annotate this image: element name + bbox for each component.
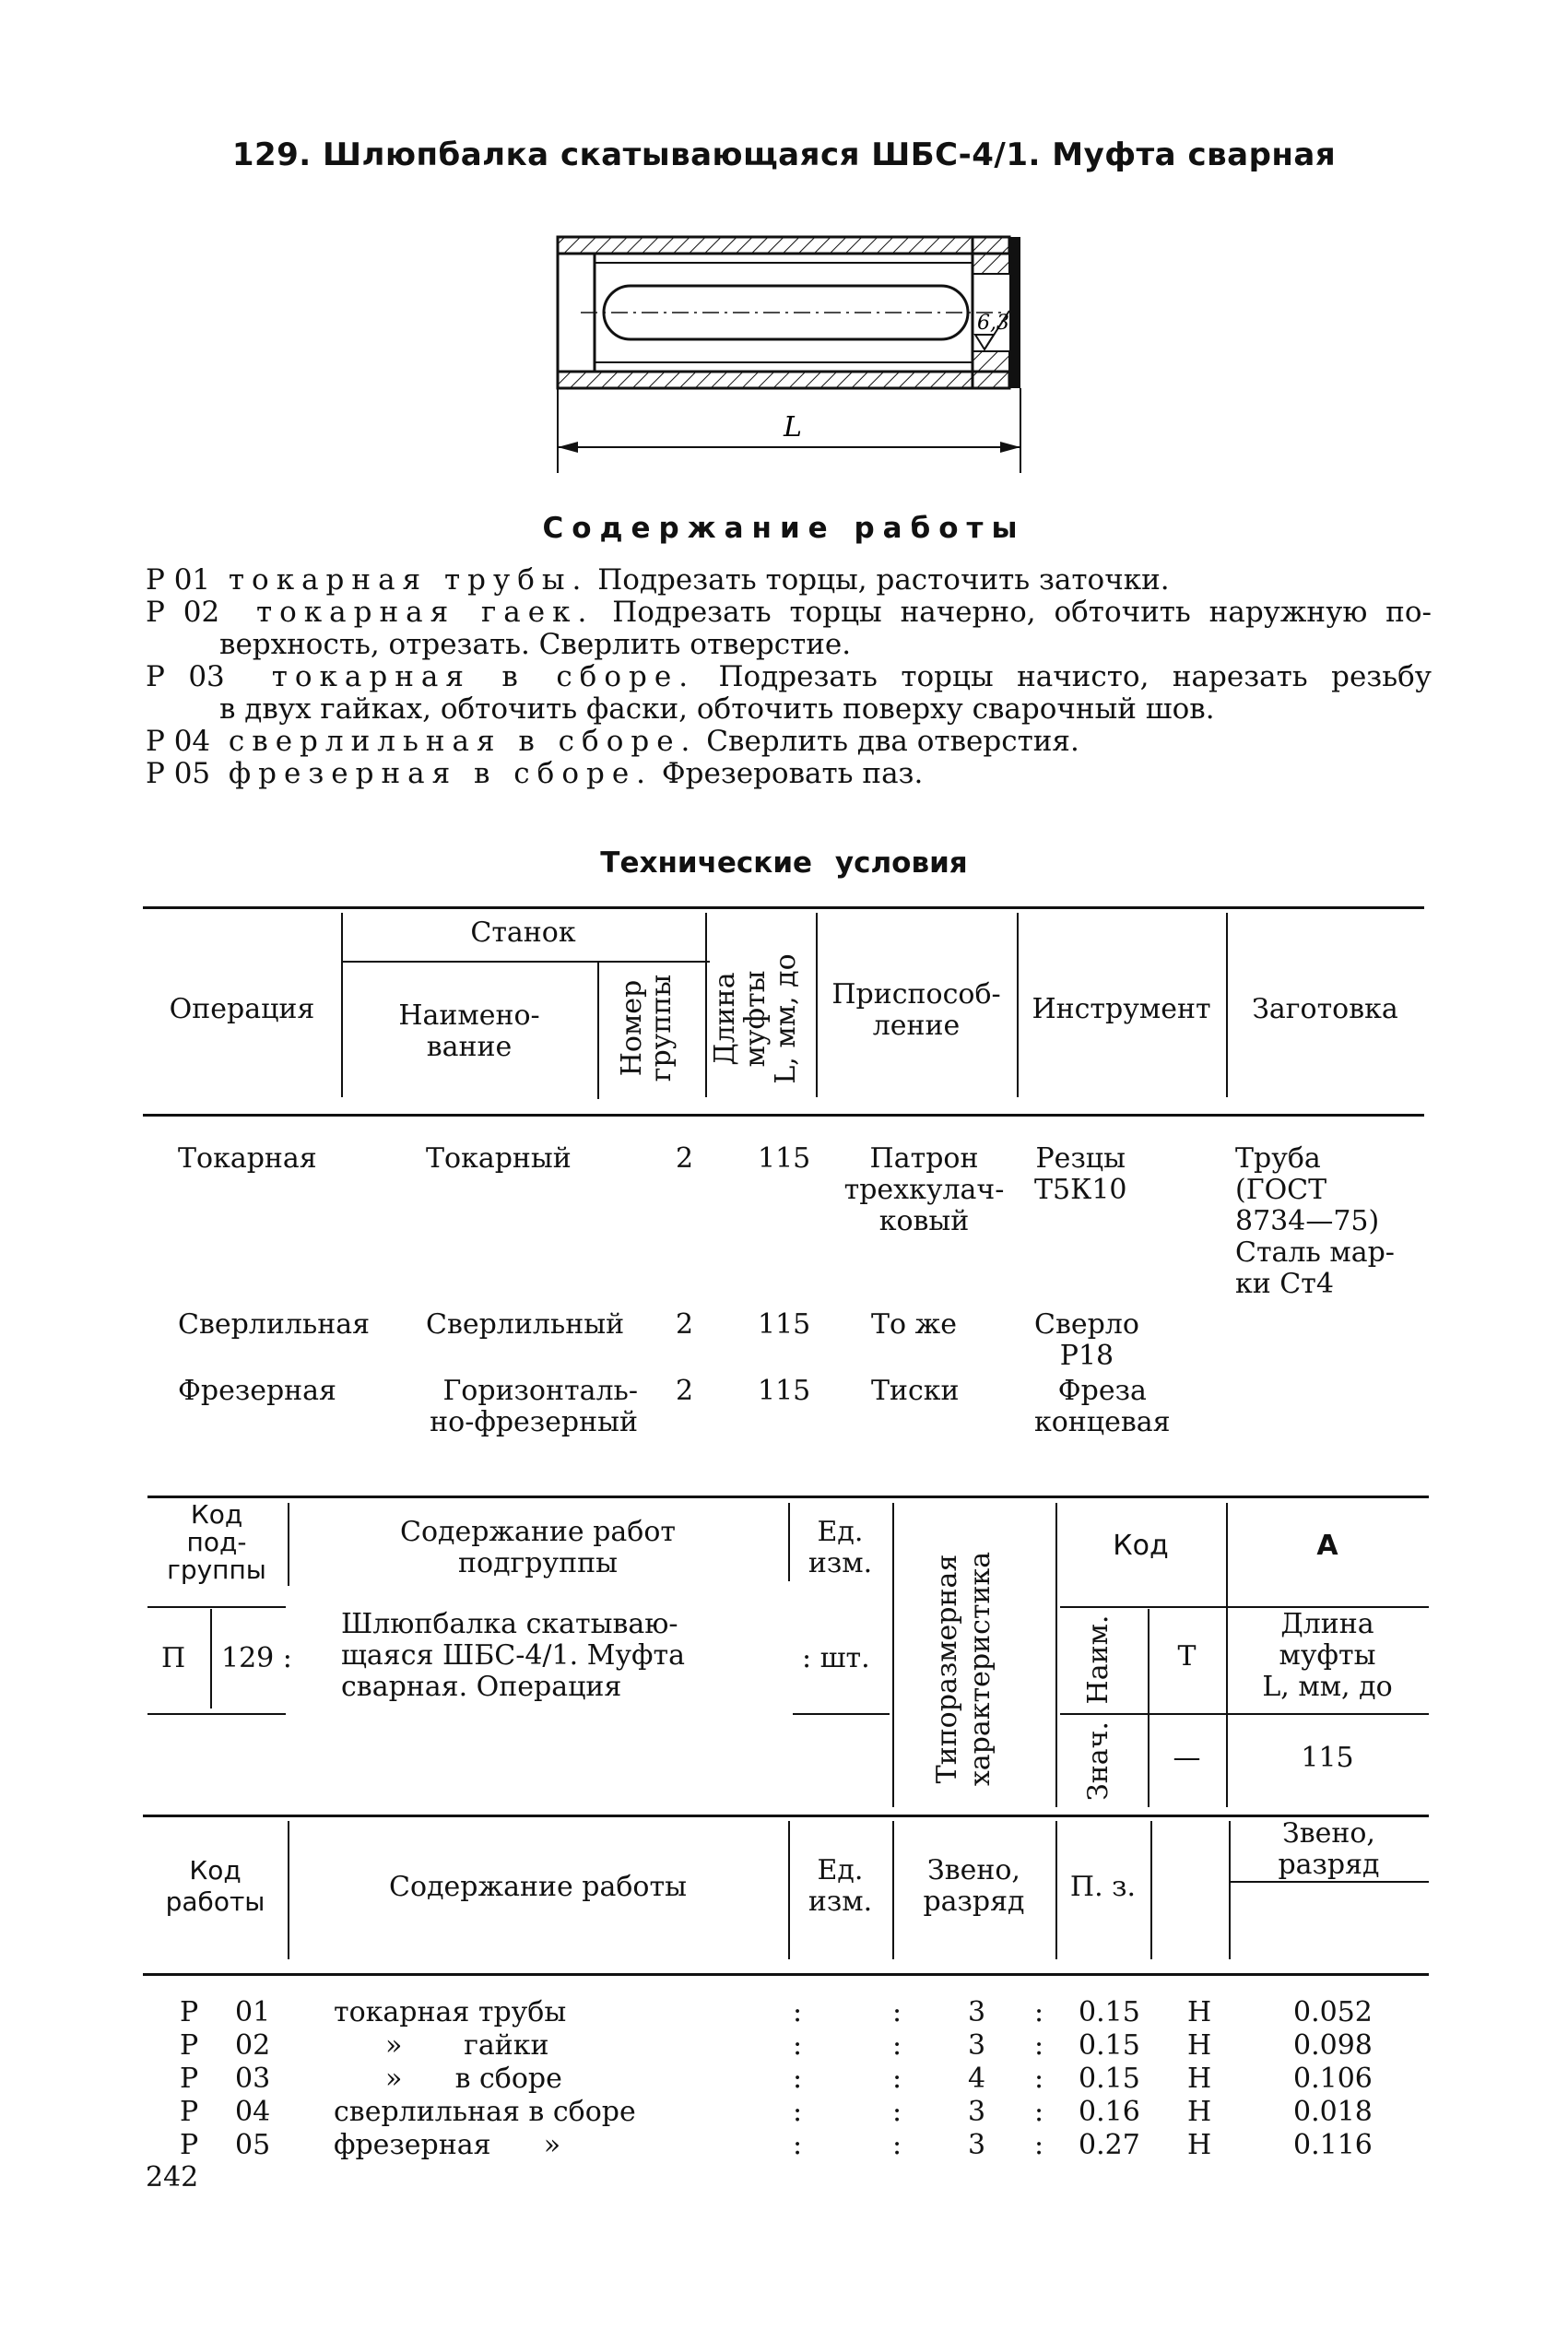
tech-row-group: 2 [676, 1308, 694, 1341]
sg-h-content: Содержание работ подгруппы [399, 1516, 677, 1579]
sg-a-value: 115 [1301, 1742, 1354, 1774]
sg-h-a: А [1316, 1530, 1338, 1562]
tech-row-tool: Резцы Т5К10 [1034, 1142, 1127, 1206]
work-item-cont: в двух гайках, обточить фаски, обточить поверху сварочный шов. [219, 692, 1215, 726]
work-content-heading: Содержание работы [542, 512, 1026, 545]
th-length: Длина муфты L, мм, до [709, 953, 802, 1084]
sg-content: Шлюпбалка скатываю- щаяся ШБС-4/1. Муфта сварная. Операция [341, 1608, 686, 1703]
work-item: Р 04 сверлильная в сборе. Сверлить два отверстия. [146, 725, 1079, 758]
sg-code-letter: П [161, 1642, 186, 1674]
table-row: Р 03 » в сборе : : 4 : 0.15 Н 0.106 [180, 2063, 1373, 2095]
nt-h-zveno: Звено, разряд [923, 1854, 1025, 1918]
th-name: Наимено- вание [398, 999, 540, 1063]
tech-row-name: Горизонталь- но-фрезерный [430, 1375, 638, 1438]
sg-h-t: Т [1177, 1640, 1197, 1673]
table-row: Р 04 сверлильная в сборе : : 3 : 0.16 Н 0.018 [180, 2096, 1373, 2128]
tech-row-length: 115 [758, 1375, 811, 1407]
sg-h-znach: Знач. [1082, 1721, 1114, 1801]
th-group: Номер группы [616, 974, 678, 1082]
work-item: Р 05 фрезерная в сборе. Фрезеровать паз. [146, 757, 924, 790]
sg-dash: — [1173, 1742, 1201, 1774]
th-machine: Станок [470, 916, 576, 949]
tech-row-tool: Фреза концевая [1034, 1375, 1171, 1438]
sg-h-unit: Ед. изм. [808, 1516, 873, 1579]
sg-h-a-desc: Длина муфты L, мм, до [1262, 1608, 1393, 1703]
tech-row-group: 2 [676, 1375, 694, 1407]
work-item: Р 01 токарная трубы. Подрезать торцы, расточить заточки. [146, 563, 1170, 597]
tech-row-fixture: Тиски [871, 1375, 960, 1407]
th-tool: Инструмент [1032, 993, 1211, 1025]
tech-row-tool: Сверло Р18 [1034, 1308, 1139, 1372]
work-item-cont: верхность, отрезать. Сверлить отверстие. [219, 628, 852, 661]
tech-row-blank: Труба (ГОСТ 8734—75) Сталь мар- ки Ст4 [1235, 1142, 1395, 1300]
nt-h-zveno2: Звено, разряд [1278, 1817, 1380, 1881]
tech-row-name: Сверлильный [426, 1308, 625, 1341]
tech-heading: Технические условия [600, 846, 968, 880]
page-title: 129. Шлюпбалка скатывающаяся ШБС-4/1. Муфта сварная [231, 136, 1337, 173]
table-row: Р 02 » гайки : : 3 : 0.15 Н 0.098 [180, 2029, 1373, 2062]
sg-h-code: Код под- группы [167, 1499, 266, 1585]
part-drawing [544, 226, 1042, 475]
sg-h-naim: Наим. [1082, 1614, 1114, 1705]
sg-h-typo: Типоразмерная характеристика [931, 1551, 996, 1787]
work-item: Р 03 токарная в сборе. Подрезать торцы начисто, нарезать резьбу [146, 660, 1432, 693]
nt-h-pz: П. з. [1069, 1871, 1137, 1903]
th-fixture: Приспособ- ление [831, 978, 1001, 1042]
tech-row-fixture: Патрон трехкулач- ковый [843, 1142, 1005, 1237]
th-blank: Заготовка [1252, 993, 1398, 1025]
dimension-label: L [784, 411, 802, 443]
table-row: Р 01 токарная трубы : : 3 : 0.15 Н 0.052 [180, 1996, 1373, 2028]
work-content-list [146, 564, 1432, 790]
table-row: Р 05 фрезерная » : : 3 : 0.27 Н 0.116 [180, 2129, 1373, 2161]
sg-h-kod: Код [1113, 1530, 1169, 1562]
nt-h-code: Код работы [165, 1855, 265, 1917]
tech-row-group: 2 [676, 1142, 694, 1175]
tech-row-name: Токарный [426, 1142, 572, 1175]
page-number: 242 [146, 2161, 199, 2193]
tech-row-length: 115 [758, 1308, 811, 1341]
tech-row-fixture: То же [871, 1308, 957, 1341]
tech-row-op: Фрезерная [178, 1375, 336, 1407]
work-item: Р 02 токарная гаек. Подрезать торцы начерно, обточить наружную по- [146, 596, 1432, 629]
sg-code-num: 129 : [221, 1642, 292, 1674]
norms-rows [0, 1996, 1568, 2162]
nt-h-content: Содержание работы [389, 1871, 687, 1903]
sg-unit: : шт. [802, 1642, 870, 1674]
roughness-label: 6,3 [977, 312, 1009, 335]
tech-row-op: Токарная [178, 1142, 317, 1175]
th-operation: Операция [169, 993, 315, 1025]
tech-row-length: 115 [758, 1142, 811, 1175]
tech-row-op: Сверлильная [178, 1308, 371, 1341]
nt-h-unit: Ед. изм. [808, 1854, 873, 1918]
